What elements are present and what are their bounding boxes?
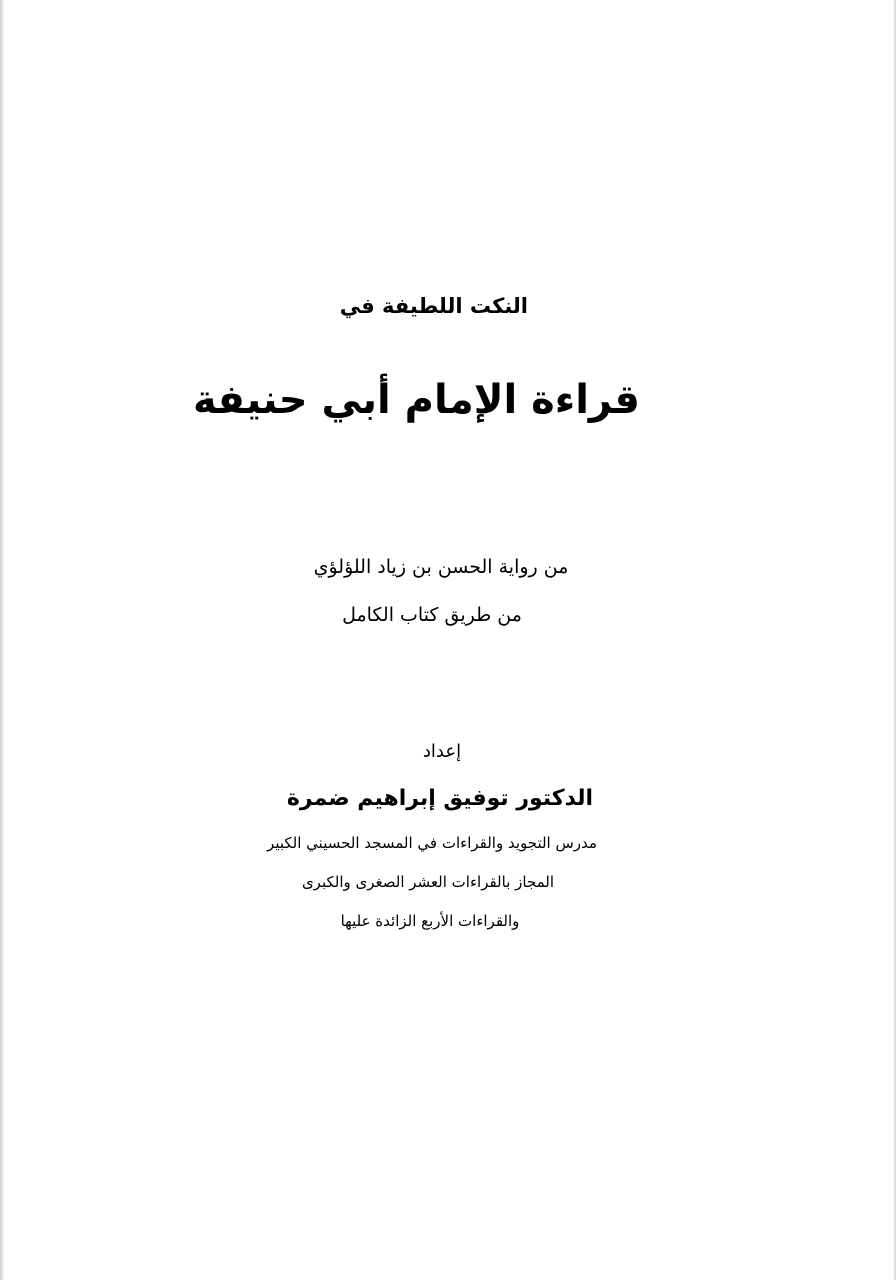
- page-left-edge-shadow: [0, 0, 4, 1280]
- route-line: من طريق كتاب الكامل: [342, 604, 522, 626]
- book-subtitle: النكت اللطيفة في: [339, 294, 528, 318]
- prepared-by-label: إعداد: [422, 741, 462, 762]
- author-name: الدكتور توفيق إبراهيم ضمرة: [286, 786, 594, 811]
- narration-line: من رواية الحسن بن زياد اللؤلؤي: [313, 556, 569, 578]
- author-credential-2: المجاز بالقراءات العشر الصغرى والكبرى: [301, 873, 555, 891]
- author-credential-1: مدرس التجويد والقراءات في المسجد الحسيني الكبير: [267, 834, 597, 852]
- book-title: قراءة الإمام أبي حنيفة: [193, 377, 640, 423]
- author-credential-3: والقراءات الأربع الزائدة عليها: [340, 912, 520, 930]
